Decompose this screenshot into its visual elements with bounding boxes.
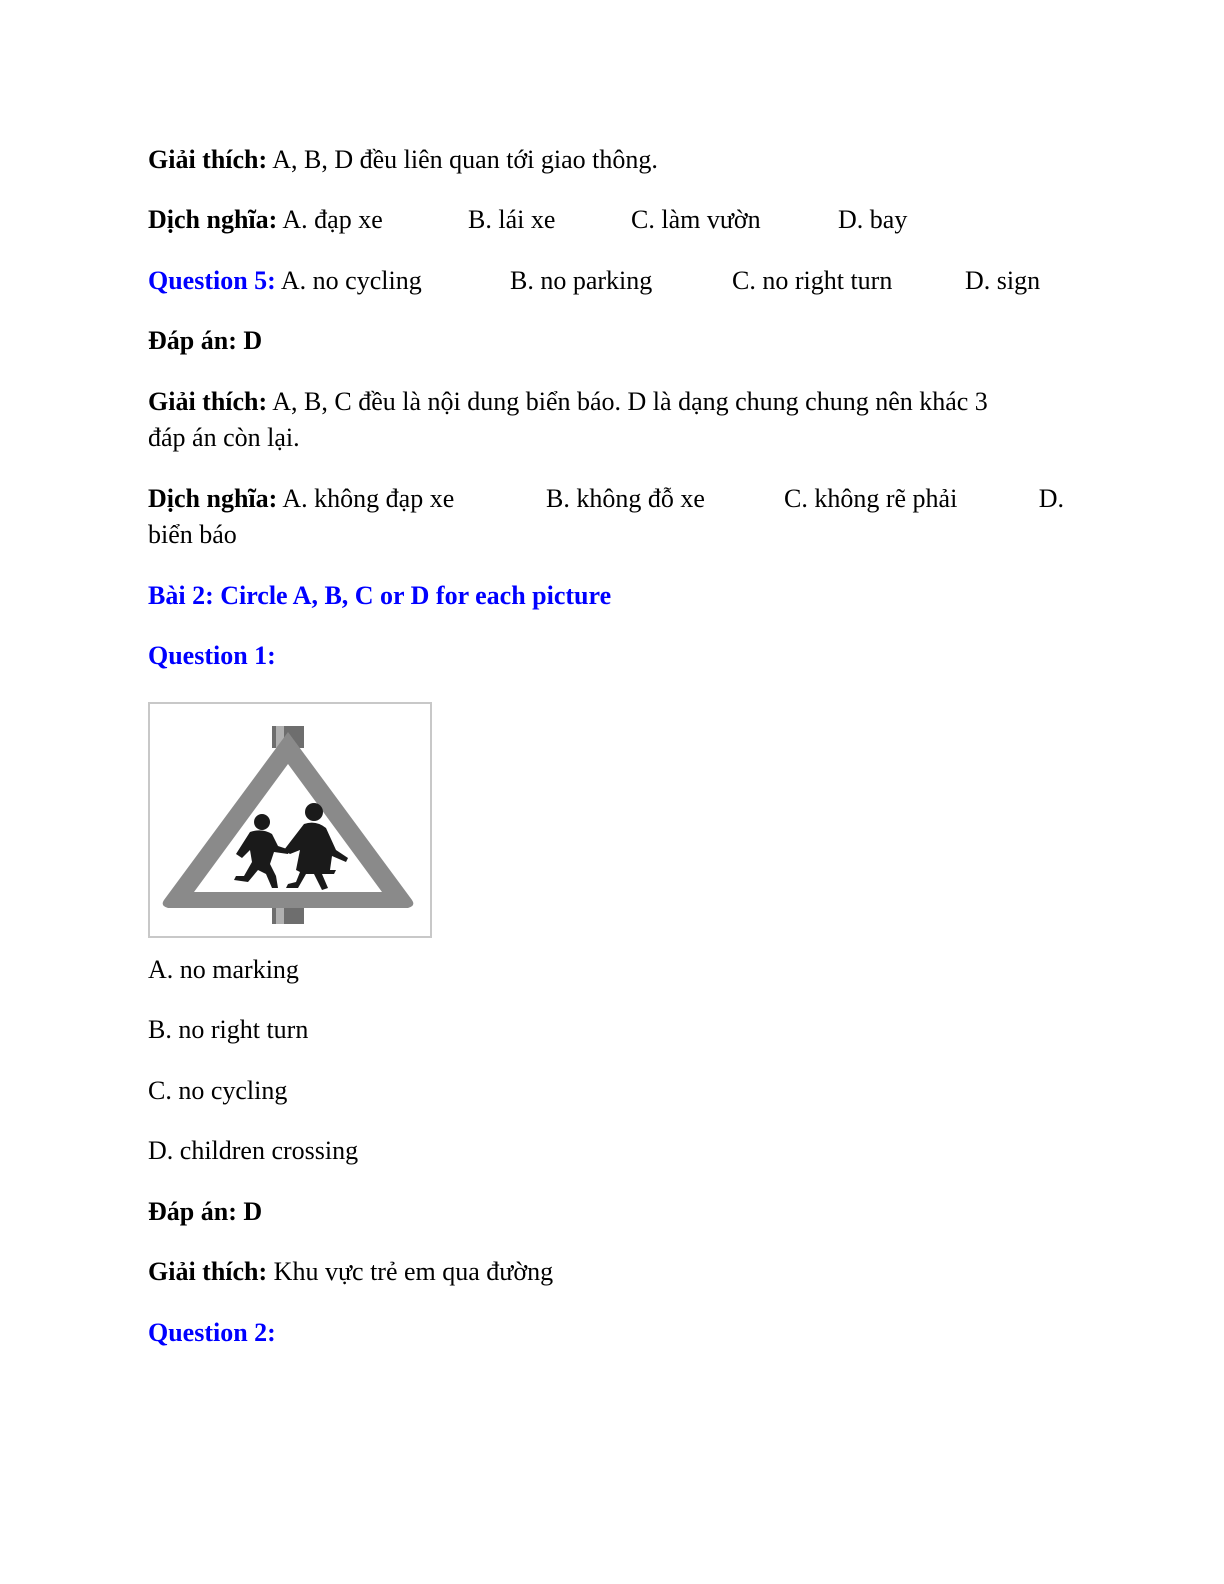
option-a: A. no marking <box>148 955 299 984</box>
translate-option-c: C. làm vườn <box>631 205 761 234</box>
q5-translation <box>148 480 1064 517</box>
children-crossing-sign-icon <box>148 702 432 938</box>
option-b: B. no parking <box>510 266 653 295</box>
sign-image <box>150 704 430 936</box>
translate-option-b: B. lái xe <box>468 205 556 234</box>
q4-explanation <box>148 141 1064 178</box>
q5-translation-cont: biển báo <box>148 520 237 549</box>
translate-option-b: B. không đỗ xe <box>546 484 705 513</box>
translate-option-a: A. đạp xe <box>277 205 383 234</box>
translate-option-a: A. không đạp xe <box>277 484 455 513</box>
option-d: D. sign <box>965 266 1041 295</box>
q5-answer: Đáp án: D <box>148 326 263 355</box>
q4-translation <box>148 201 1064 238</box>
explain-label: Giải thích: <box>148 387 268 416</box>
b2q1-answer: Đáp án: D <box>148 1197 263 1226</box>
option-a: A. no cycling <box>275 266 422 295</box>
b2-question-2-label: Question 2: <box>148 1318 276 1347</box>
option-c: C. no cycling <box>148 1076 288 1105</box>
section-2-title: Bài 2: Circle A, B, C or D for each picture <box>148 581 612 610</box>
explain-text: A, B, D đều liên quan tới giao thông. <box>267 145 658 174</box>
explain-label: Giải thích: <box>148 145 268 174</box>
translate-option-c: C. không rẽ phải <box>784 484 958 513</box>
question-5 <box>148 262 1064 299</box>
explain-text-line1: A, B, C đều là nội dung biển báo. D là dạng chung chung nên khác 3 <box>267 387 988 416</box>
b2-question-1-label: Question 1: <box>148 641 276 670</box>
option-c: C. no right turn <box>732 266 893 295</box>
explain-text: Khu vực trẻ em qua đường <box>267 1257 554 1286</box>
translate-label: Dịch nghĩa: <box>148 205 278 234</box>
question-label: Question 5: <box>148 266 276 295</box>
translate-label: Dịch nghĩa: <box>148 484 278 513</box>
b2q1-explanation <box>148 1253 1064 1290</box>
option-d: D. children crossing <box>148 1136 359 1165</box>
q5-explanation <box>148 383 1064 420</box>
translate-option-d: D. <box>1038 484 1064 513</box>
option-b: B. no right turn <box>148 1015 309 1044</box>
explain-label: Giải thích: <box>148 1257 268 1286</box>
translate-option-d: D. bay <box>838 205 908 234</box>
q5-explanation-cont: đáp án còn lại. <box>148 423 300 452</box>
